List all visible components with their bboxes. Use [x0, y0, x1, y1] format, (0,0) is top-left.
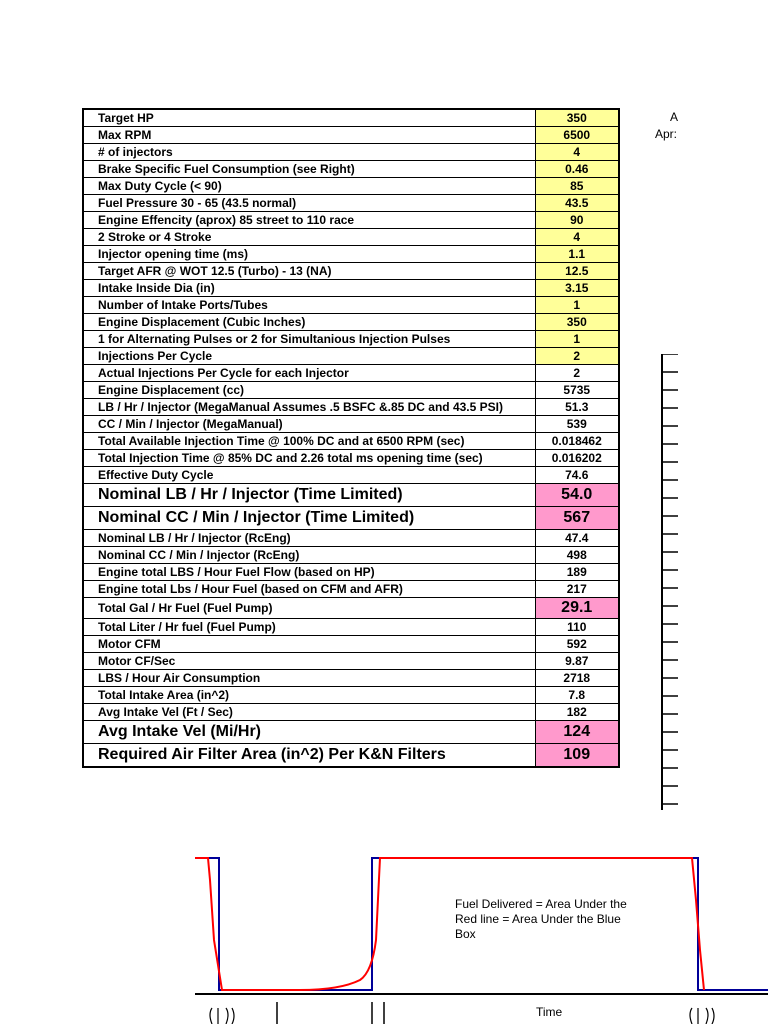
row-label: Number of Intake Ports/Tubes: [83, 297, 535, 314]
row-value[interactable]: 350: [535, 314, 619, 331]
row-value: 7.8: [535, 687, 619, 704]
sheet-row: [83, 314, 619, 331]
row-value: 124: [535, 721, 619, 744]
row-value: 182: [535, 704, 619, 721]
row-value[interactable]: 85: [535, 178, 619, 195]
row-label: Engine Effencity (aprox) 85 street to 110 race: [83, 212, 535, 229]
row-value: 54.0: [535, 484, 619, 507]
row-label: Intake Inside Dia (in): [83, 280, 535, 297]
sheet-row: [83, 598, 619, 619]
sheet-row: [83, 619, 619, 636]
sheet-row: [83, 416, 619, 433]
row-value[interactable]: 4: [535, 144, 619, 161]
side-note-1: A: [670, 110, 679, 124]
sheet-row: [83, 484, 619, 507]
row-label: CC / Min / Injector (MegaManual): [83, 416, 535, 433]
row-label: # of injectors: [83, 144, 535, 161]
sheet-row: [83, 331, 619, 348]
row-label: Injections Per Cycle: [83, 348, 535, 365]
row-label: LB / Hr / Injector (MegaManual Assumes .5 BSFC &.85 DC and 43.5 PSI): [83, 399, 535, 416]
sheet-row: [83, 581, 619, 598]
sheet-row: [83, 399, 619, 416]
row-value[interactable]: 4: [535, 229, 619, 246]
row-value[interactable]: 6500: [535, 127, 619, 144]
row-label: Required Air Filter Area (in^2) Per K&N Filters: [83, 744, 535, 768]
sheet-row: [83, 229, 619, 246]
row-value: 0.018462: [535, 433, 619, 450]
row-label: Effective Duty Cycle: [83, 467, 535, 484]
sheet-row: [83, 127, 619, 144]
row-label: Nominal CC / Min / Injector (Time Limited): [83, 507, 535, 530]
row-value: 109: [535, 744, 619, 768]
row-label: Avg Intake Vel (Mi/Hr): [83, 721, 535, 744]
row-label: Motor CF/Sec: [83, 653, 535, 670]
row-label: Max RPM: [83, 127, 535, 144]
sheet-row: [83, 670, 619, 687]
row-label: Engine total Lbs / Hour Fuel (based on CFM and AFR): [83, 581, 535, 598]
sheet-row: [83, 687, 619, 704]
right-side-bracket-lines: [660, 354, 680, 810]
axis-tick-marks: [277, 1002, 384, 1024]
sheet-row: [83, 450, 619, 467]
row-label: Engine Displacement (cc): [83, 382, 535, 399]
sheet-row: [83, 636, 619, 653]
axis-brace-marks: [210, 1008, 714, 1024]
row-value: 0.016202: [535, 450, 619, 467]
row-value: 498: [535, 547, 619, 564]
row-value: 189: [535, 564, 619, 581]
injection-pulse-graph: [0, 840, 768, 1024]
row-value: 2718: [535, 670, 619, 687]
fuel-injector-calculator-table: [82, 108, 620, 768]
sheet-row: [83, 178, 619, 195]
graph-annotation-line-3: Box: [455, 927, 476, 941]
sheet-row: [83, 212, 619, 229]
sheet-row: [83, 530, 619, 547]
row-label: Total Liter / Hr fuel (Fuel Pump): [83, 619, 535, 636]
row-value: 29.1: [535, 598, 619, 619]
sheet-row: [83, 564, 619, 581]
row-label: Total Gal / Hr Fuel (Fuel Pump): [83, 598, 535, 619]
sheet-row: [83, 467, 619, 484]
row-value[interactable]: 1.1: [535, 246, 619, 263]
row-label: LBS / Hour Air Consumption: [83, 670, 535, 687]
row-label: Motor CFM: [83, 636, 535, 653]
row-value: 567: [535, 507, 619, 530]
sheet-row: [83, 547, 619, 564]
row-value: 47.4: [535, 530, 619, 547]
row-label: Nominal CC / Min / Injector (RcEng): [83, 547, 535, 564]
row-value[interactable]: 12.5: [535, 263, 619, 280]
row-value: 2: [535, 365, 619, 382]
sheet-row: [83, 704, 619, 721]
row-label: Max Duty Cycle (< 90): [83, 178, 535, 195]
row-value[interactable]: 350: [535, 109, 619, 127]
row-label: Target HP: [83, 109, 535, 127]
row-value[interactable]: 1: [535, 297, 619, 314]
row-value: 9.87: [535, 653, 619, 670]
sheet-row: [83, 507, 619, 530]
row-label: 1 for Alternating Pulses or 2 for Simultanious Injection Pulses: [83, 331, 535, 348]
row-value[interactable]: 2: [535, 348, 619, 365]
row-label: Injector opening time (ms): [83, 246, 535, 263]
sheet-row: [83, 382, 619, 399]
row-label: Total Injection Time @ 85% DC and 2.26 total ms opening time (sec): [83, 450, 535, 467]
row-label: Nominal LB / Hr / Injector (Time Limited): [83, 484, 535, 507]
sheet-row: [83, 195, 619, 212]
row-label: Target AFR @ WOT 12.5 (Turbo) - 13 (NA): [83, 263, 535, 280]
row-value: 539: [535, 416, 619, 433]
row-label: Fuel Pressure 30 - 65 (43.5 normal): [83, 195, 535, 212]
sheet-row: [83, 653, 619, 670]
row-label: Total Intake Area (in^2): [83, 687, 535, 704]
graph-annotation-line-2: Red line = Area Under the Blue: [455, 912, 621, 926]
sheet-row: [83, 721, 619, 744]
row-label: Actual Injections Per Cycle for each Injector: [83, 365, 535, 382]
row-label: Nominal LB / Hr / Injector (RcEng): [83, 530, 535, 547]
sheet-row: [83, 263, 619, 280]
graph-annotation-line-1: Fuel Delivered = Area Under the: [455, 897, 627, 911]
red-actual-fuel-curve: [195, 858, 704, 990]
sheet-row: [83, 144, 619, 161]
sheet-row: [83, 433, 619, 450]
row-label: Total Available Injection Time @ 100% DC and at 6500 RPM (sec): [83, 433, 535, 450]
row-value[interactable]: 43.5: [535, 195, 619, 212]
row-value: 5735: [535, 382, 619, 399]
row-label: Engine total LBS / Hour Fuel Flow (based on HP): [83, 564, 535, 581]
row-value[interactable]: 90: [535, 212, 619, 229]
row-label: 2 Stroke or 4 Stroke: [83, 229, 535, 246]
row-label: Brake Specific Fuel Consumption (see Right): [83, 161, 535, 178]
side-note-2: Apr:: [655, 127, 678, 141]
sheet-row: [83, 280, 619, 297]
row-value: 217: [535, 581, 619, 598]
graph-x-axis-label: Time: [536, 1005, 563, 1019]
row-value: 74.6: [535, 467, 619, 484]
row-value: 110: [535, 619, 619, 636]
sheet-row: [83, 744, 619, 768]
row-value[interactable]: 1: [535, 331, 619, 348]
row-label: Engine Displacement (Cubic Inches): [83, 314, 535, 331]
row-value: 592: [535, 636, 619, 653]
sheet-row: [83, 365, 619, 382]
sheet-row: [83, 246, 619, 263]
row-label: Avg Intake Vel (Ft / Sec): [83, 704, 535, 721]
row-value: 51.3: [535, 399, 619, 416]
sheet-row: [83, 297, 619, 314]
sheet-row: [83, 161, 619, 178]
row-value[interactable]: 0.46: [535, 161, 619, 178]
sheet-row: [83, 348, 619, 365]
sheet-row: [83, 109, 619, 127]
row-value[interactable]: 3.15: [535, 280, 619, 297]
